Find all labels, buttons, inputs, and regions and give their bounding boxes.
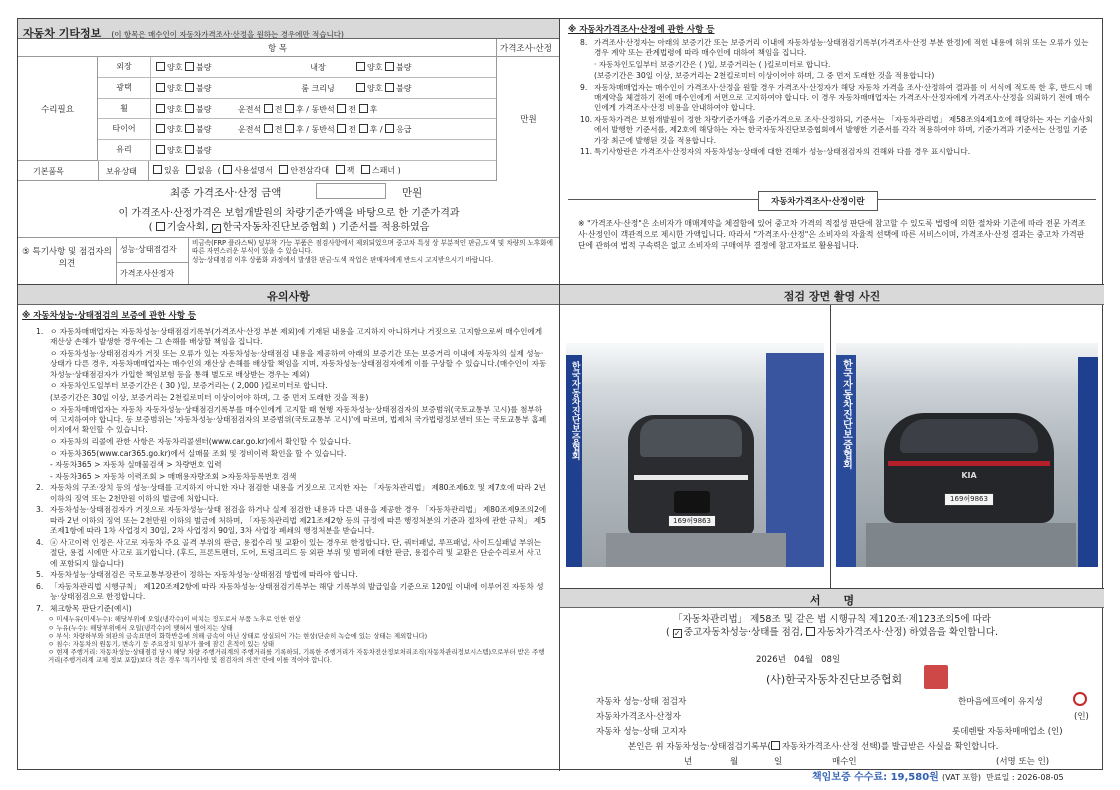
vehicle-extra-info-section: 자동차 기타정보 (이 항목은 매수인이 자동차가격조사·산정을 원하는 경우에만 적습니다) 항 목 가격조사·산정 수리필요 만원 외장 양호 불량 내장 양호 불량 광택 양호 불량 룸 크리닝 양호 불량 휠 양호 불량 운전석 전 후 / 동반석 전 후 타이어 양호 불량 운전석 전 후 / 동반석 전 후 / 응급 유리 양호 불량 기본품목 보유상태 있음 없음 ( 사용설명서 안전삼각대 잭 스패너 ) 최종 가격조사·산정 금액 만원 이 가격조사·산정가격은 보험개발원의 차량기준가액을 바탕으로 한 기준가격과 ( 기술사회, ✓ 한국자동차진단보증협회 ) 기준서를 적용하였음 ⑤ 특기사항 및 점검자의 의견 성능·상태점검자 비금속(FRP 플라스틱) 덮부착 가능 부품은 점검사항에서 제외되었으며 중고차 특성 상 부분적인 판금,도색 및 차량의 노후화에 따른 자연스러운 부식이 있을 수 있습니다. 성능·상태점검 이후 상품화 과정에서 발생한 판금·도색 작업은 판매자에게 반드시 고지받으시기 바랍니다. 가격조사산정자 xyxy=(18,19,560,285)
opinion-note-1: 비금속(FRP 플라스틱) 덮부착 가능 부품은 점검사항에서 제외되었으며 중고차 특성 상 부분적인 판금,도색 및 차량의 노후화에 따른 자연스러운 부식이 있을 수 있습니다. xyxy=(192,239,554,255)
appraisal-checkbox[interactable] xyxy=(806,627,815,636)
caution-text: ㅇ 자동차365(www.car365.go.kr)에서 실매물 조회 및 정비이력 확인을 할 수 있습니다. xyxy=(50,448,347,458)
caution-text: ⓐ 사고이력 인정은 사고로 자동차 주요 골격 부위의 판금, 용접수리 및 교환이 있는 경우로 한정합니다. 단, 쿼터패널, 루프패널, 사이드실패널 부위는 절단, 용접 시에만 사고로 표기합니다. (후드, 프론트펜더, 도어, 트렁크리드 등 외판 부위 및 범퍼에 대한 판금, 용접수리 및 교환은 단순수리로서 사고에 포함되지 않습니다) xyxy=(50,537,542,568)
extra-bad-label: 불량 xyxy=(396,83,412,93)
bad-checkbox[interactable] xyxy=(185,124,194,133)
basis-close-text: ) 기준서를 적용하였음 xyxy=(332,222,430,233)
month-unit: 월 xyxy=(804,655,814,665)
buyer-sign: (서명 또는 인) xyxy=(996,757,1050,767)
repair-extra-name: 룸 크리닝 xyxy=(301,83,335,93)
section-title: 자동차 기타정보 xyxy=(23,27,102,40)
caution-text: ㅇ 자동차매매업자는 자동차성능·상태점검기록부(가격조사·산정 부분 제외)에 기재된 내용을 고지하지 아니하거나 거짓으로 고지함으로써 매수인에게 재산상 손해가 발생한 경우에는 그 손해를 배상할 책임을 집니다. xyxy=(50,327,543,347)
note-text: (보증기간은 30일 이상, 보증거리는 2천킬로미터 이상이어야 하며, 그 중 먼저 도래한 것을 적용합니다) xyxy=(594,71,935,81)
caution-number xyxy=(36,472,50,482)
front-label: 전 xyxy=(274,104,283,114)
front-label: 전 xyxy=(348,125,357,135)
appraisal-note-item xyxy=(568,83,1096,114)
passenger-front-checkbox[interactable] xyxy=(337,104,346,113)
caution-item xyxy=(36,460,547,470)
manual-label: 사용설명서 xyxy=(234,166,273,175)
caution-item xyxy=(36,405,547,436)
caution-text: ㅇ 자동차인도일부터 보증기간은 ( 30 )일, 보증거리는 ( 2,000 )킬로미터로 합니다. xyxy=(50,381,328,391)
repair-item-name: 외장 xyxy=(116,62,132,71)
price-appraisal-notes xyxy=(568,38,1096,157)
col-price-header: 가격조사·산정 xyxy=(500,44,552,54)
caution-text: 자동차성능·상태점검자가 거짓으로 자동차성능·상태 점검을 하거나 실제 점검한 내용과 다른 내용을 제공한 경우 「자동차관리법」 제80조제9조의2에 따라 2년 이하의 징역 또는 2천만원 이하의 벌금에 처하며, 「자동차관리법 제21조제2항 등의 규정에 따른 행정처분의 기준과 절차에 관한 규칙」 제5조제1항에 따라 1차 사업정지 30일, 2차 사업정지 90일, 3차 사업장 폐쇄의 행정처분을 받습니다. xyxy=(50,505,547,536)
good-checkbox[interactable] xyxy=(156,104,165,113)
note-text: 특기사항란은 가격조사·산정자의 자동차성능·상태에 대한 견해가 성능·상태점검자의 견해와 다를 경우 표시합니다. xyxy=(594,147,971,157)
caution-section xyxy=(18,285,560,771)
bad-checkbox[interactable] xyxy=(185,83,194,92)
signature-title: 서 명 xyxy=(560,589,1104,608)
note-number: 11. xyxy=(580,147,593,157)
driver-rear-checkbox[interactable] xyxy=(285,104,294,113)
rear-label: 후 xyxy=(296,104,304,114)
repair-row xyxy=(98,140,496,161)
basic-items-label: 기본품목 xyxy=(33,167,64,176)
day-unit: 일 xyxy=(831,655,841,665)
bad-checkbox[interactable] xyxy=(185,145,194,154)
bad-label: 불량 xyxy=(196,125,212,135)
repair-needed-label: 수리필요 xyxy=(41,104,74,115)
repair-row xyxy=(98,78,496,99)
passenger-side-label: / 동반석 xyxy=(306,125,335,135)
caution-sub-item: ㅇ 누유(누수): 해당부위에서 오일(냉각수)이 맺혀서 떨어지는 상태 xyxy=(48,623,233,632)
organization-seal xyxy=(924,665,948,689)
note-number xyxy=(580,60,594,70)
caution-number: 3. xyxy=(36,505,44,515)
receipt-text-a: 본인은 위 자동차성능·상태점검기록부( xyxy=(628,742,771,752)
triangle-checkbox[interactable] xyxy=(279,165,288,174)
basis-open-paren: ( xyxy=(148,222,156,233)
caution-item xyxy=(36,449,547,459)
tech-society-checkbox[interactable] xyxy=(156,222,165,231)
receipt-day: 일 xyxy=(774,757,783,767)
rear-label: 후 xyxy=(369,104,378,114)
caution-text: 체크항목 판단기준(예시) xyxy=(50,603,132,613)
opinion-note-2: 성능·상태점검 이후 상품화 과정에서 발생한 판금·도색 작업은 판매자에게 반드시 고지받으시기 바랍니다. xyxy=(192,256,494,264)
repair-item-name: 유리 xyxy=(116,145,132,155)
rear-label: 후 xyxy=(369,125,378,135)
kadia-checkbox[interactable]: ✓ xyxy=(212,224,220,233)
caution-text: - 자동차365 > 자동차 실매물검색 > 차량번호 입력 xyxy=(50,460,222,470)
bad-label: 불량 xyxy=(196,63,212,72)
receipt-month: 월 xyxy=(730,757,739,767)
note-number: 8. xyxy=(580,38,588,47)
col-item-header: 항 목 xyxy=(268,44,288,54)
driver-front-checkbox[interactable] xyxy=(264,124,273,133)
rear-banner-text: 한국자동차진단보증협회 xyxy=(840,359,852,469)
appraisal-note-item xyxy=(568,71,1096,81)
appraisal-note-item xyxy=(568,147,1096,157)
passenger-rear-checkbox[interactable] xyxy=(359,124,368,133)
has-items-label: 있음 xyxy=(164,166,180,175)
caution-item xyxy=(36,393,547,403)
rear-plate: 169허9863 xyxy=(944,493,994,506)
repair-item-name: 타이어 xyxy=(112,124,136,134)
caution-item xyxy=(36,570,547,580)
triangle-label: 안전삼각대 xyxy=(290,166,330,175)
repair-row: 타이어 양호 불량 운전석 전 후 / 동반석 전 후 / 응급 xyxy=(98,119,496,140)
front-label: 전 xyxy=(274,125,283,135)
bad-checkbox[interactable] xyxy=(185,62,194,71)
extra-bad-checkbox[interactable] xyxy=(385,83,394,92)
caution-item xyxy=(36,472,547,482)
caution-number xyxy=(36,349,50,380)
inspection-photos-section xyxy=(560,285,1104,589)
extra-good-label: 양호 xyxy=(367,63,383,72)
caution-item xyxy=(36,349,547,380)
good-checkbox[interactable] xyxy=(156,124,165,133)
extra-good-label: 양호 xyxy=(367,83,383,93)
note-text: 가격조사·산정자는 아래의 보증기간 또는 보증거리 이내에 자동차성능·상태점검기록부(가격조사·산정 부분 한정)에 적힌 내용에 허위 또는 오류가 있는 경우 계약 또는 관계법령에 따라 매수인에 대하여 책임을 집니다. xyxy=(594,38,1089,58)
passenger-rear-checkbox[interactable] xyxy=(359,104,368,113)
price-appraisal-section xyxy=(560,19,1104,285)
appraiser-value: (인) xyxy=(1074,712,1089,722)
appraisal-note-item xyxy=(568,115,1096,146)
good-label: 양호 xyxy=(167,104,183,114)
basic-status-label: 보유상태 xyxy=(106,167,137,176)
emergency-checkbox[interactable] xyxy=(385,124,394,133)
extra-bad-checkbox[interactable] xyxy=(385,62,394,71)
sign-open-paren: ( xyxy=(666,627,673,638)
caution-number xyxy=(36,449,50,459)
driver-side-label: 운전석 xyxy=(238,125,262,135)
opinion-inspector-label: 성능·상태점검자 xyxy=(120,245,177,254)
caution-text: ㅇ 자동차매매업자는 자동차 자동차성능·상태점검기록부를 매수인에게 고지할 때 현행 자동차성능·상태점검자의 보증범위(국토교통부 고시)를 첨부하여 고지하여야 합니다. 동 보증범위는 '자동차성능·상태점검자의 보증범위(국토교통부 고시)'에 따르며, 법제처 국가법령정보센터 또는 국토교통부 홈페이지에서 확인할 수 있습니다. xyxy=(50,404,547,435)
driver-side-label: 운전석 xyxy=(238,104,262,114)
extra-good-checkbox[interactable] xyxy=(356,62,365,71)
inspection-option-label: 중고자동차성능·상태를 점검, xyxy=(683,627,803,638)
extra-good-checkbox[interactable] xyxy=(356,83,365,92)
note-number xyxy=(580,71,594,81)
receipt-year: 년 xyxy=(684,757,693,767)
good-label: 양호 xyxy=(167,146,183,156)
jack-label: 잭 xyxy=(346,166,355,175)
caution-text: 자동차의 구조·장치 등의 성능·상태를 고지하지 아니한 자나 점검한 내용을 거짓으로 고지한 자는 「자동차관리법」 제80조제6호 및 제7호에 따라 2년 이하의 징역 또는 2천만원 이하의 벌금에 처합니다. xyxy=(50,483,546,503)
notifier-value: 롯데렌탈 자동차매매업소 (인) xyxy=(952,727,1063,737)
brand-emblem: KIA xyxy=(961,471,977,480)
kadia-label: 한국자동차진단보증협회 xyxy=(222,222,329,233)
opinion-appraiser-label: 가격조사산정자 xyxy=(120,269,175,278)
bad-checkbox[interactable] xyxy=(185,104,194,113)
note-number: 10. xyxy=(580,114,593,124)
emergency-label: 응급 xyxy=(396,125,412,135)
passenger-side-label: / 동반석 xyxy=(306,104,335,114)
good-checkbox[interactable] xyxy=(156,145,165,154)
buyer-label: 매수인 xyxy=(832,757,857,767)
caution-item xyxy=(36,327,547,348)
repair-item-name: 휠 xyxy=(120,103,128,113)
caution-number: 6. xyxy=(36,581,44,591)
caution-item xyxy=(36,381,547,391)
signature-section xyxy=(560,589,1104,771)
front-car-photo xyxy=(566,343,824,567)
basis-line-1: 이 가격조사·산정가격은 보험개발원의 차량기준가액을 바탕으로 한 기준가격과 xyxy=(118,208,460,219)
document-frame xyxy=(17,18,1103,770)
note-number: 9. xyxy=(580,82,588,92)
photos-title: 점검 장면 촬영 사진 xyxy=(560,285,1104,305)
caution-sub-item: ㅇ 침수: 자동차의 원동기, 변속기 등 주요장치 일부가 물에 잠긴 흔적이 있는 상태 xyxy=(48,639,275,648)
caution-number xyxy=(36,460,50,470)
repair-extra-name: 내장 xyxy=(310,63,326,72)
appraisal-option-label: 자동차가격조사·산정) xyxy=(816,627,907,638)
appraisal-box-title: 자동차가격조사·산정이란 xyxy=(758,191,878,211)
year-unit: 년 xyxy=(777,655,786,665)
caution-text: (보증기간은 30일 이상, 보증거리는 2천킬로미터 이상이어야 하며, 그 중 먼저 도래한 것을 적용) xyxy=(50,393,369,402)
extra-bad-label: 불량 xyxy=(396,63,412,72)
caution-number xyxy=(36,381,50,391)
rear-car-photo xyxy=(836,343,1098,567)
caution-sub-item: ㅇ 현재 주행거리: 자동차성능·상태점검 당시 해당 차량 주행거리계의 주행거리를 기록하되, 기록한 주행거리가 자동차전산정보처리조직(자동차관리정보시스템)으로부터 받은 주행거리(주행거리계 교체 정보 포함)보다 적은 경우 '특기사항 및 점검자의 의견' 란에 이를 적어야 합니다. xyxy=(48,648,545,665)
caution-subtitle: ※ 자동차성능·상태점검의 보증에 관한 사항 등 xyxy=(22,311,197,321)
caution-item xyxy=(36,582,547,603)
caution-text: - 자동차365 > 자동차 이력조회 > 매매용자량조회 >자동차등록번호 검색 xyxy=(50,471,297,481)
caution-text: ㅇ 자동차의 리콜에 관한 사항은 자동차리콜센터(www.car.go.kr)에서 확인할 수 있습니다. xyxy=(50,437,351,446)
sign-year: 2026 xyxy=(756,655,778,665)
caution-item xyxy=(36,483,547,504)
caution-number: 5. xyxy=(36,570,44,580)
caution-text: 자동차성능·상태점검은 국토교통부장관이 정하는 자동차성능·상태점검 방법에 따라야 합니다. xyxy=(50,570,358,580)
note-text: 자동차가격은 보험개발원이 정한 차량기준가액을 기준가격으로 조사·산정하되, 기준서는 「자동차관리법」 제58조의4제1호에 해당하는 자는 기술사회에서 발행한 기준서를, 제2호에 해당하는 자는 한국자동차진단보증협회에서 발행한 기준서를 각각 적용하여야 하며, 기준가격과 기준서는 산정일 기준 가장 최근에 발행된 것을 적용합니다. xyxy=(594,114,1093,145)
caution-number xyxy=(36,437,50,447)
appraisal-note-item xyxy=(568,38,1096,59)
repair-row xyxy=(98,57,496,78)
tech-society-label: 기술사회, xyxy=(166,222,209,233)
has-items-checkbox[interactable] xyxy=(153,165,162,174)
caution-text: 「자동차관리법 시행규칙」 제120조제2항에 따라 자동차성능·상태점검기록부는 해당 기록부의 발급일을 기준으로 120일 이내에 이루어진 자동차 성능·상태점검으로 한정합니다. xyxy=(50,581,544,602)
caution-number: 1. xyxy=(36,327,44,336)
sign-month: 04 xyxy=(793,655,805,665)
price-appraisal-title: ※ 자동차가격조사·산정에 관한 사항 등 xyxy=(568,25,715,35)
spanner-checkbox[interactable] xyxy=(361,165,370,174)
sign-confirm-text: 하였음을 확인합니다. xyxy=(906,627,998,638)
caution-number xyxy=(36,393,50,403)
inspector-seal xyxy=(1073,692,1087,706)
caution-number: 2. xyxy=(36,483,44,493)
passenger-front-checkbox[interactable] xyxy=(337,124,346,133)
driver-front-checkbox[interactable] xyxy=(264,104,273,113)
manual-checkbox[interactable] xyxy=(223,165,232,174)
appraisal-box-text: ※ "가격조사·산정"은 소비자가 매매계약을 체결함에 있어 중고차 가격의 적절성 판단에 참고할 수 있도록 법령에 의한 절차와 기준에 따라 전문 가격조사·산정인이 객관적으로 제시한 가액입니다. 따라서 "가격조사·산정"은 소비자의 자율적 선택에 따른 서비스이며, 가격조사·산정 결과는 중고차 가격판단에 관하여 법적 구속력은 없고 소비자의 구매여부 결정에 참고자료로 활용됩니다. xyxy=(578,219,1086,250)
price-value: 만원 xyxy=(520,115,537,125)
caution-number xyxy=(36,405,50,436)
appraiser-label: 자동차가격조사·산정자 xyxy=(596,712,681,722)
rear-label: 후 xyxy=(296,125,304,135)
caution-number: 4. xyxy=(36,537,44,547)
final-price-label: 최종 가격조사·산정 금액 xyxy=(170,187,282,199)
good-label: 양호 xyxy=(167,125,183,135)
bad-label: 불량 xyxy=(196,104,212,114)
section-subtitle: (이 항목은 매수인이 자동차가격조사·산정을 원하는 경우에만 적습니다) xyxy=(111,30,344,39)
good-label: 양호 xyxy=(167,83,183,93)
sign-law-line: 「자동차관리법」 제58조 및 같은 법 시행규칙 제120조·제123조의5에 따라 xyxy=(673,614,991,625)
warranty-fee-note: (VAT 포함) xyxy=(942,773,981,782)
note-text: 자동차매매업자는 매수인이 가격조사·산정을 원할 경우 가격조사·산정자가 해당 자동차 가격을 조사·산정하여 결과를 이 서식에 적도록 한 후, 반드시 매매계약을 체결하기 전에 매수인에게 서면으로 고지하여야 합니다. 이 경우 자동차매매업자는 가격조사·산정자에게 가격조사·산정을 의뢰하기 전에 매수인에게 가격조사·산정 비용을 안내하여야 합니다. xyxy=(594,82,1093,113)
final-price-input[interactable] xyxy=(316,183,386,199)
spanner-label: 스패너 xyxy=(371,166,396,175)
good-label: 양호 xyxy=(167,63,183,72)
repair-item-name: 광택 xyxy=(116,82,132,92)
appraisal-note-item xyxy=(568,60,1096,70)
caution-text: ㅇ 자동차성능·상태점검자가 거짓 또는 오류가 있는 자동차성능·상태점검 내용을 제공하여 아래의 보증기간 또는 보증거리 이내에 자동차의 실제 성능·상태가 다른 경우, 자동차매매업자는 매수인의 재산상 손해를 배상할 책임을 지며, 자동차성능·상태점검자에게 이를 구상할 수 있습니다.(매수인이 자동차성능·상태점검자가 가입한 책임보험 등을 통해 별도로 배상받는 경우는 제외) xyxy=(50,349,547,379)
notifier-label: 자동차 성능·상태 고지자 xyxy=(596,727,687,737)
caution-item xyxy=(36,437,547,447)
good-checkbox[interactable] xyxy=(156,62,165,71)
warranty-fee: 책임보증 수수료: 19,580원 xyxy=(812,772,939,783)
caution-item xyxy=(36,538,547,569)
opinion-label: ⑤ 특기사항 및 점검자의 의견 xyxy=(22,247,112,269)
sign-day: 08 xyxy=(821,655,832,665)
caution-item xyxy=(36,604,547,614)
receipt-appraisal-checkbox[interactable] xyxy=(771,741,780,750)
inspector-label: 자동차 성능·상태 점검자 xyxy=(596,697,687,707)
final-price-unit: 만원 xyxy=(402,187,423,199)
caution-sub-item: ㅇ 부식: 차량하부와 외판의 금속표면이 화학반응에 의해 금속이 아닌 상태로 상실되어 가는 현상(단순히 녹슴에 있는 상태는 제외합니다) xyxy=(48,631,428,640)
inspection-checkbox[interactable]: ✓ xyxy=(673,629,681,638)
good-checkbox[interactable] xyxy=(156,83,165,92)
expiry-date: 만료일 : 2026-08-05 xyxy=(986,773,1064,782)
note-text: · 자동차인도일부터 보증기간은 ( )일, 보증거리는 ( )킬로미터로 합니다. xyxy=(594,59,831,69)
sign-organization: (사)한국자동차진단보증협회 xyxy=(766,673,903,686)
no-items-checkbox[interactable] xyxy=(186,165,195,174)
inspector-value: 한마음에프에이 유지성 xyxy=(958,697,1043,707)
receipt-text-b: 자동차가격조사·산정 선택)를 발급받은 사실을 확인합니다. xyxy=(781,742,999,752)
front-banner-text: 한국자동차진단보증협회 xyxy=(569,361,580,460)
bad-label: 불량 xyxy=(196,146,212,156)
bad-label: 불량 xyxy=(196,83,212,93)
caution-sub-item: ㅇ 미세누유(미세누수): 해당부위에 오일(냉각수)이 비치는 정도로서 부품 노후로 인한 현상 xyxy=(48,615,301,624)
driver-rear-checkbox[interactable] xyxy=(285,124,294,133)
front-label: 전 xyxy=(348,104,357,114)
front-plate: 169허9863 xyxy=(668,515,716,527)
jack-checkbox[interactable] xyxy=(336,165,345,174)
caution-title: 유의사항 xyxy=(18,285,559,305)
no-items-label: 없음 xyxy=(197,166,213,175)
caution-item xyxy=(36,505,547,536)
caution-number: 7. xyxy=(36,603,44,613)
repair-row xyxy=(98,99,496,120)
